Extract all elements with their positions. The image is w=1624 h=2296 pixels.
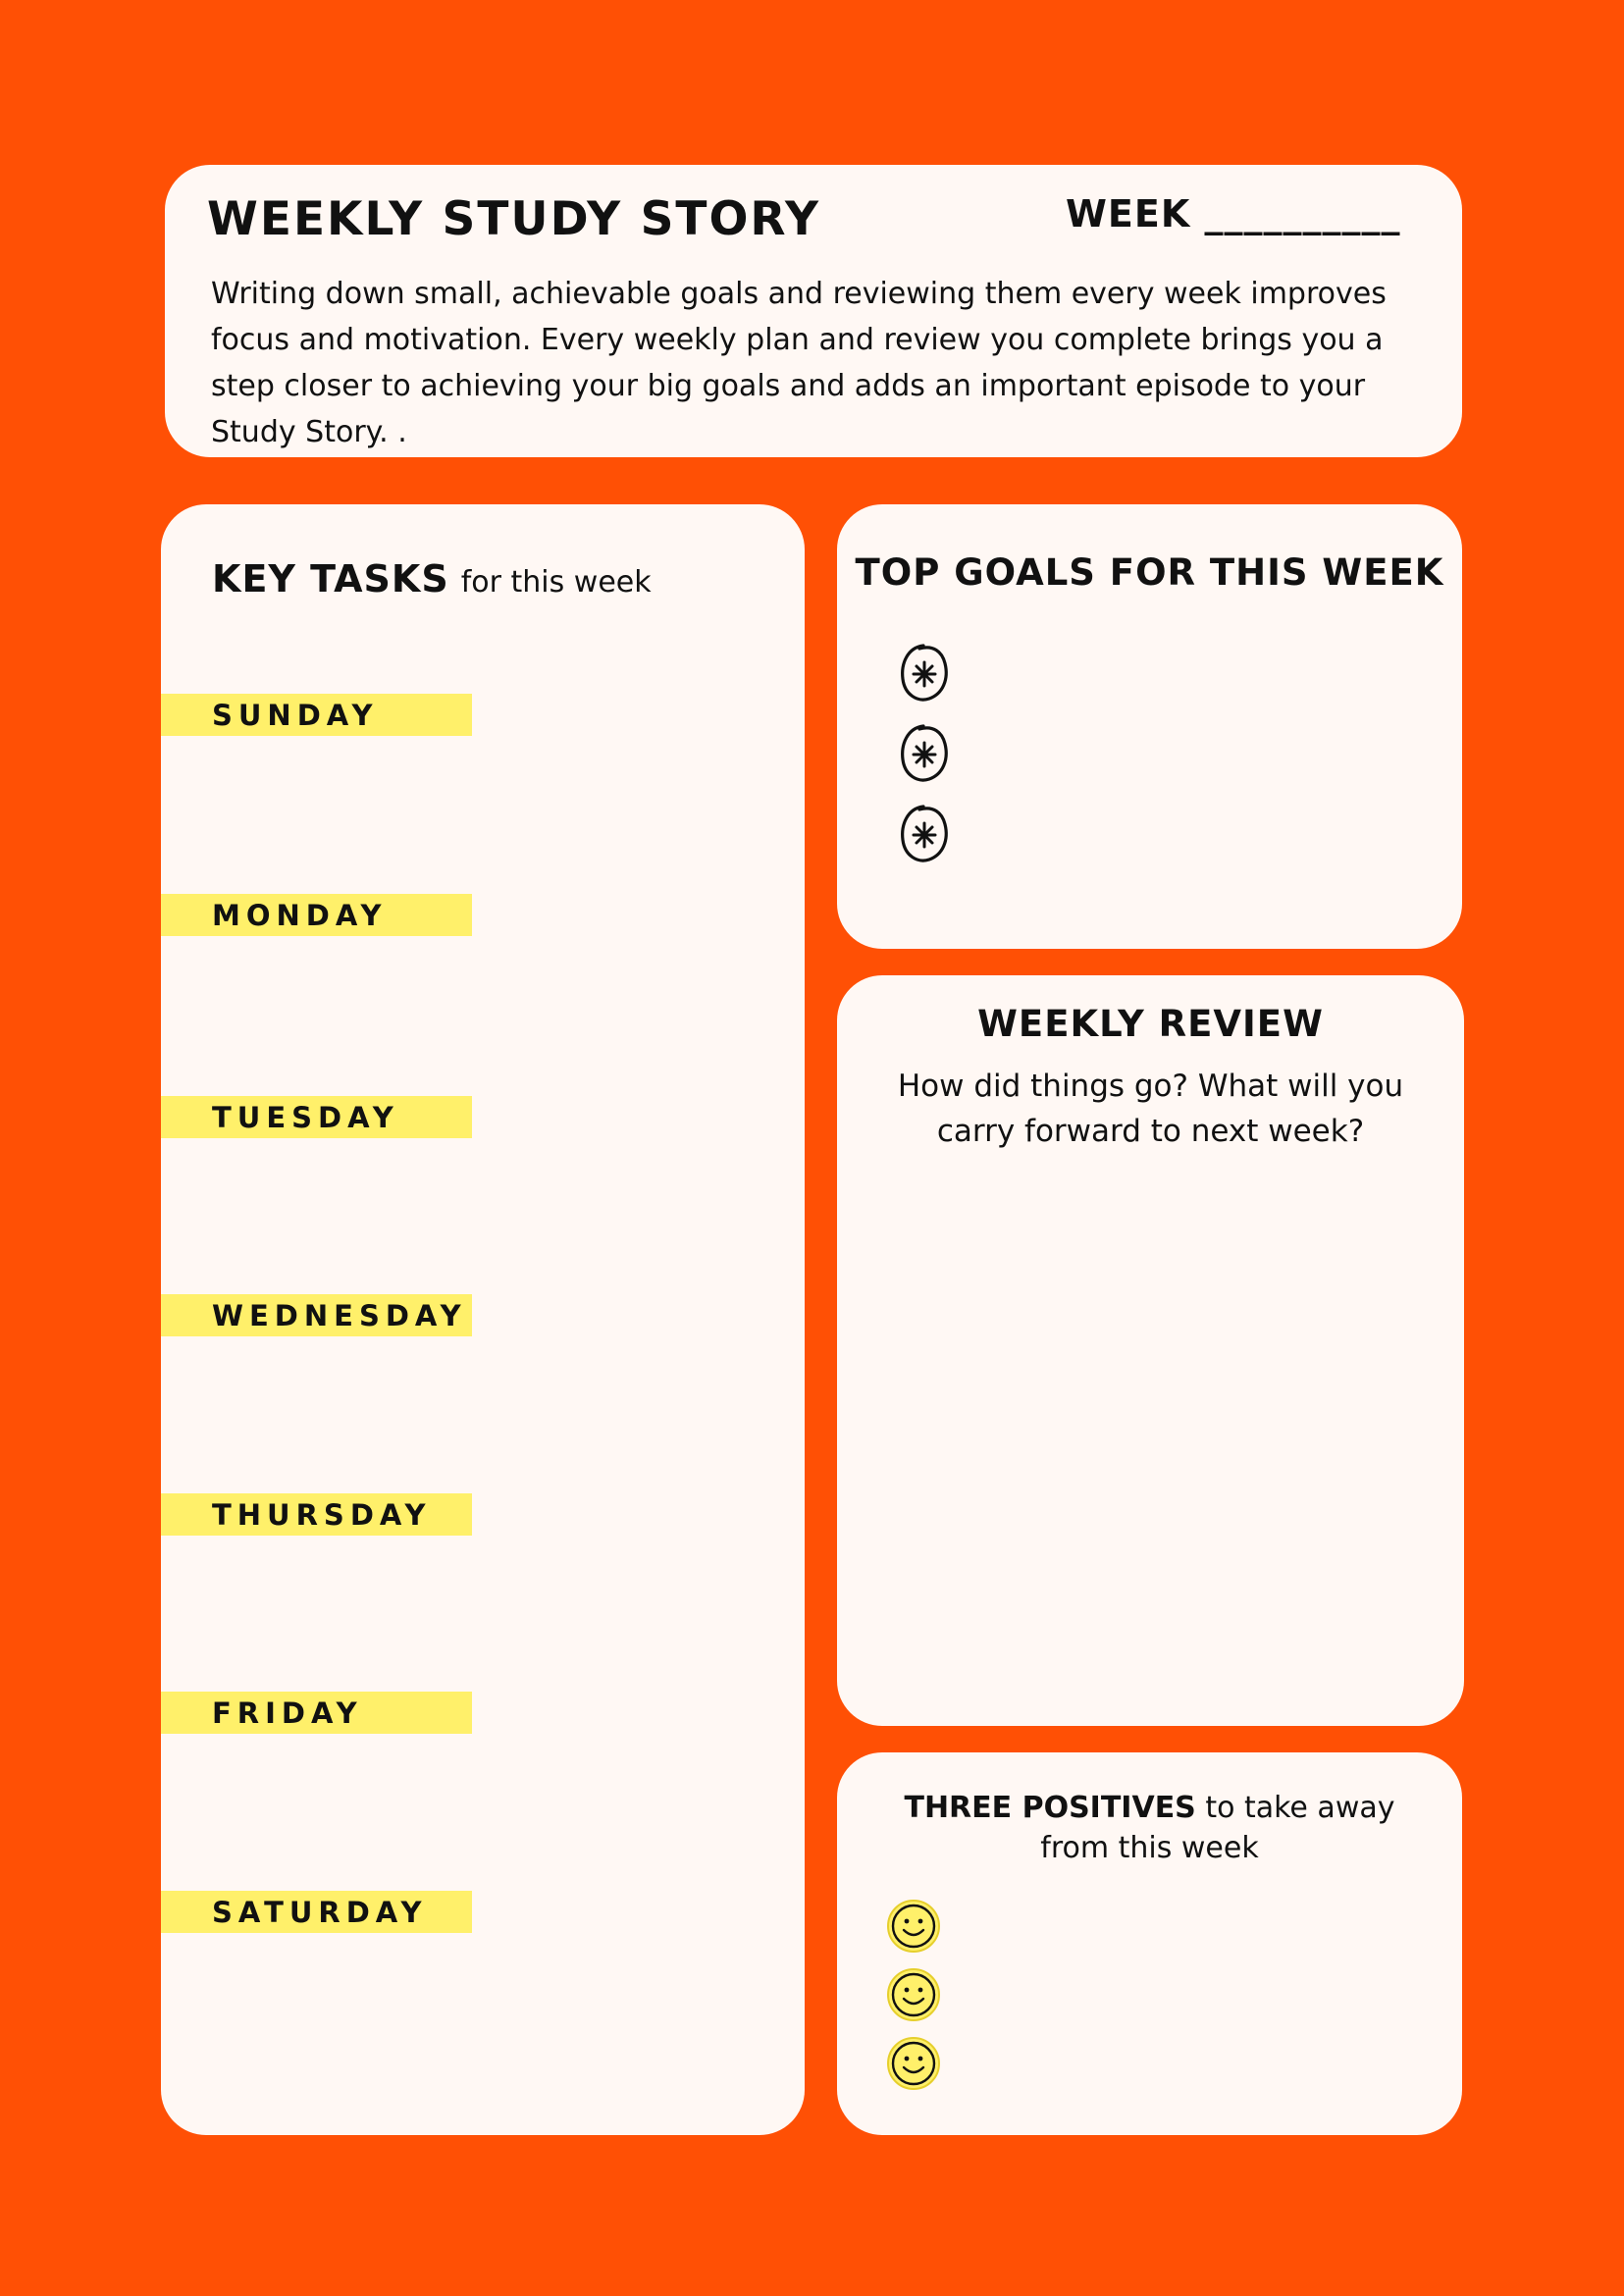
- day-label-sunday: SUNDAY: [161, 694, 472, 736]
- day-label-tuesday: TUESDAY: [161, 1096, 472, 1138]
- header-card: [165, 165, 1462, 457]
- weekly-review-title: WEEKLY REVIEW: [977, 1003, 1324, 1045]
- day-label-wednesday: WEDNESDAY: [161, 1294, 472, 1336]
- day-label-monday: MONDAY: [161, 894, 472, 936]
- key-tasks-card: [161, 504, 805, 2135]
- top-goals-title: TOP GOALS FOR THIS WEEK: [855, 551, 1444, 594]
- key-tasks-subtitle: for this week: [460, 565, 652, 600]
- smiley-face-icon: [885, 2035, 942, 2092]
- intro-text: Writing down small, achievable goals and reviewing them every week improves focus and motivation. Every weekly plan and review you complete brings you a step closer to achieving your big goals and adds an important episode to your Study Story. .: [211, 277, 1387, 449]
- smiley-face-icon: [885, 1966, 942, 2023]
- key-tasks-heading: [212, 557, 652, 600]
- three-positives-title-rest: to take away from this week: [1040, 1791, 1395, 1865]
- circled-asterisk-icon: [898, 642, 951, 704]
- three-positives-title: [876, 1788, 1423, 1868]
- circled-asterisk-icon: [898, 722, 951, 785]
- circled-asterisk-icon: [898, 803, 951, 865]
- three-positives-title-bold: THREE POSITIVES: [904, 1791, 1196, 1825]
- week-field[interactable]: WEEK __________: [1066, 192, 1401, 235]
- smiley-face-icon: [885, 1898, 942, 1955]
- key-tasks-title: KEY TASKS: [212, 557, 449, 600]
- weekly-review-card: [837, 975, 1464, 1726]
- three-positives-card: [837, 1752, 1462, 2135]
- weekly-review-prompt: How did things go? What will you carry forward to next week?: [897, 1069, 1404, 1149]
- day-label-thursday: THURSDAY: [161, 1493, 472, 1536]
- day-label-friday: FRIDAY: [161, 1692, 472, 1734]
- day-label-saturday: SATURDAY: [161, 1891, 472, 1933]
- page-title: WEEKLY STUDY STORY: [207, 192, 821, 246]
- top-goals-card: [837, 504, 1462, 949]
